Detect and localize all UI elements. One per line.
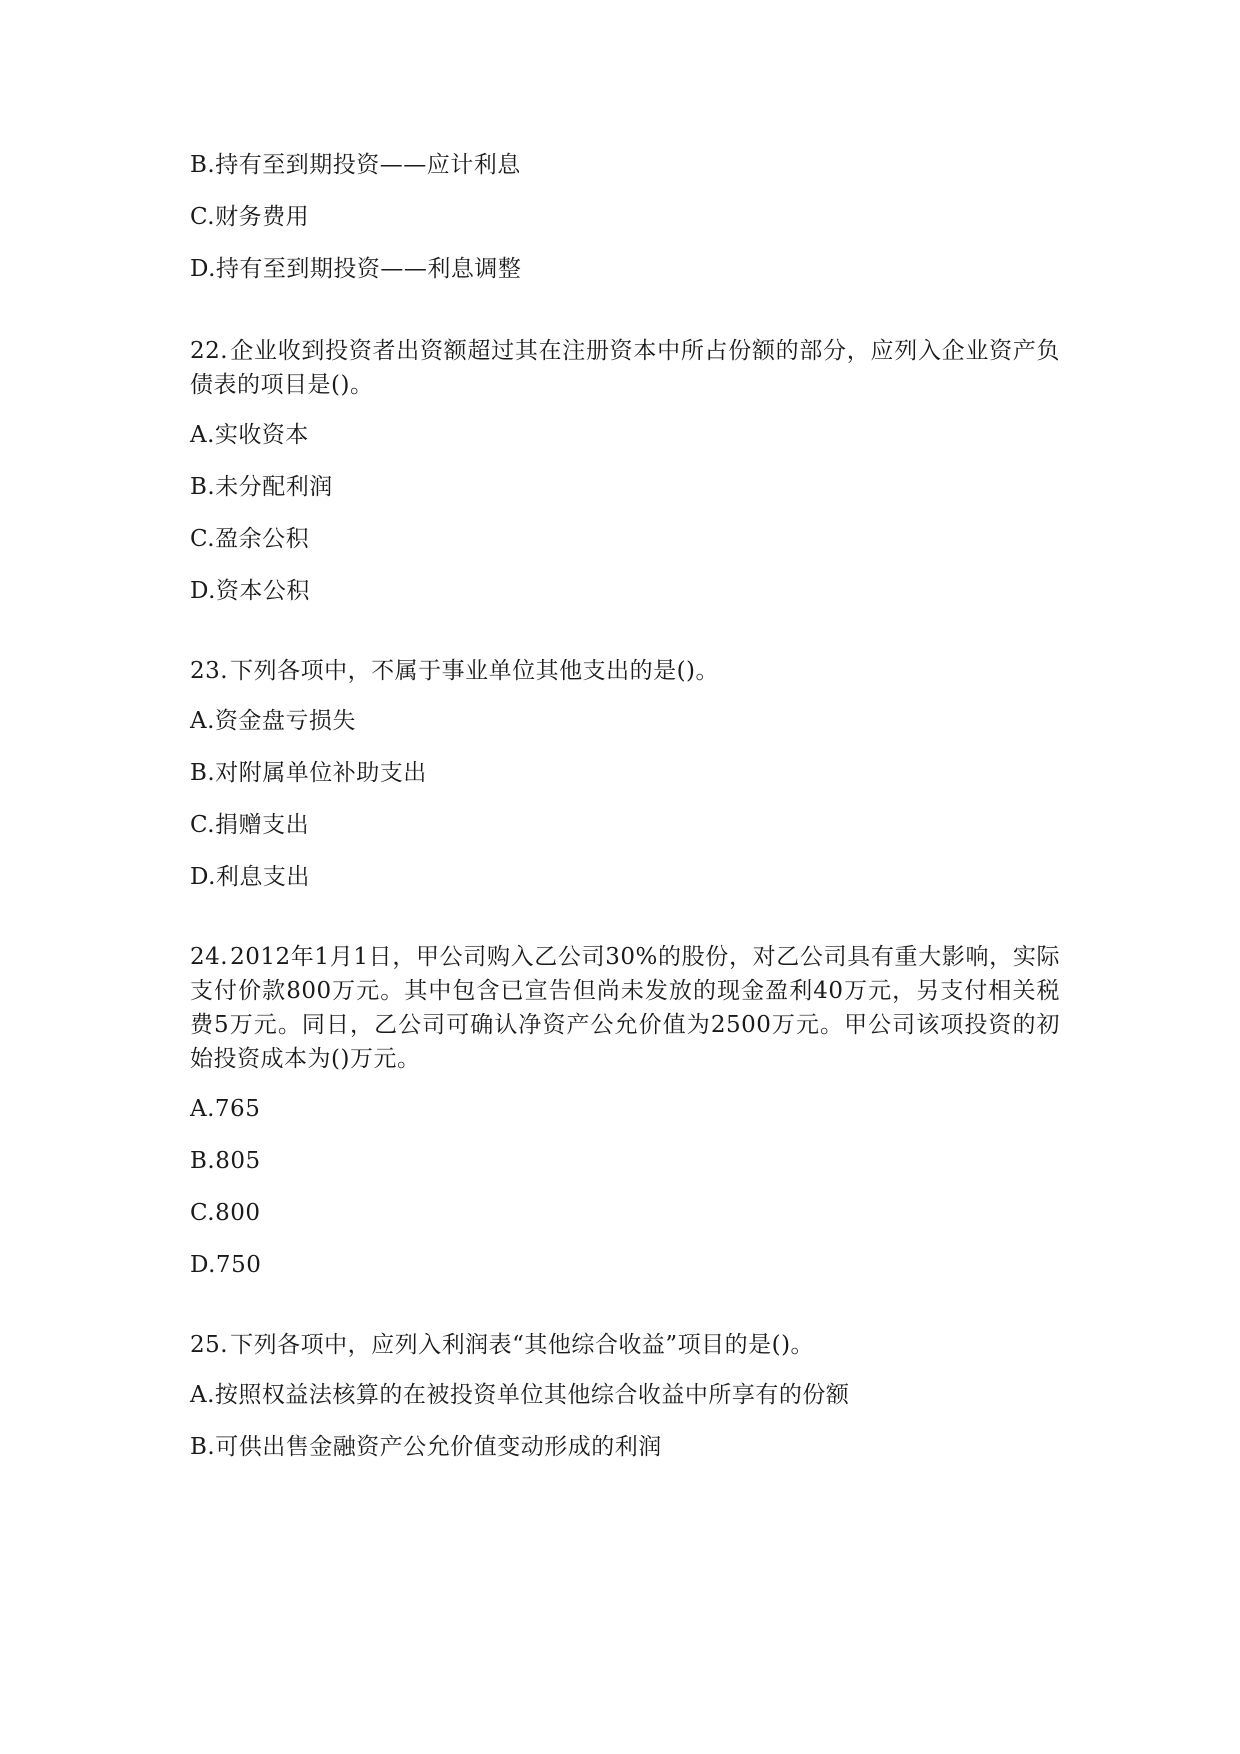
q23-option-c: C.捐赠支出 (190, 812, 310, 838)
q22-option-a: A.实收资本 (190, 422, 309, 448)
prev-option-c: C.财务费用 (190, 204, 310, 230)
question-23-stem (190, 654, 1060, 688)
q24-option-d: D.750 (190, 1252, 262, 1278)
q24-option-b: B.805 (190, 1148, 261, 1174)
question-23-text: 下列各项中，不属于事业单位其他支出的是()。 (230, 658, 720, 684)
q25-option-a: A.按照权益法核算的在被投资单位其他综合收益中所享有的份额 (190, 1382, 850, 1408)
question-25-text: 下列各项中，应列入利润表“其他综合收益”项目的是()。 (230, 1332, 815, 1358)
question-24-stem (190, 940, 1060, 1076)
prev-option-d: D.持有至到期投资——利息调整 (190, 256, 522, 282)
q23-option-d: D.利息支出 (190, 864, 310, 890)
q23-option-b: B.对附属单位补助支出 (190, 760, 427, 786)
q22-option-c: C.盈余公积 (190, 526, 310, 552)
q22-option-b: B.未分配利润 (190, 474, 333, 500)
q24-option-c: C.800 (190, 1200, 261, 1226)
q23-option-a: A.资金盘亏损失 (190, 708, 356, 734)
question-22-stem (190, 334, 1060, 402)
question-25-number: 25. (190, 1332, 229, 1358)
question-25-stem (190, 1328, 1060, 1362)
exam-page (190, 148, 1060, 1482)
question-23-number: 23. (190, 658, 229, 684)
q22-option-d: D.资本公积 (190, 578, 310, 604)
q25-option-b: B.可供出售金融资产公允价值变动形成的利润 (190, 1434, 662, 1460)
question-24-text: 2012年1月1日，甲公司购入乙公司30%的股份，对乙公司具有重大影响，实际支付价款800万元。其中包含已宣告但尚未发放的现金盈利40万元，另支付相关税费5万元。同日，乙公司可确认净资产公允价值为2500万元。甲公司该项投资的初始投资成本为()万元。 (190, 944, 1060, 1072)
prev-option-b: B.持有至到期投资——应计利息 (190, 152, 521, 178)
question-24-number: 24. (190, 944, 229, 970)
question-22-text: 企业收到投资者出资额超过其在注册资本中所占份额的部分，应列入企业资产负债表的项目是()。 (190, 338, 1060, 398)
q24-option-a: A.765 (190, 1096, 261, 1122)
question-22-number: 22. (190, 338, 229, 364)
